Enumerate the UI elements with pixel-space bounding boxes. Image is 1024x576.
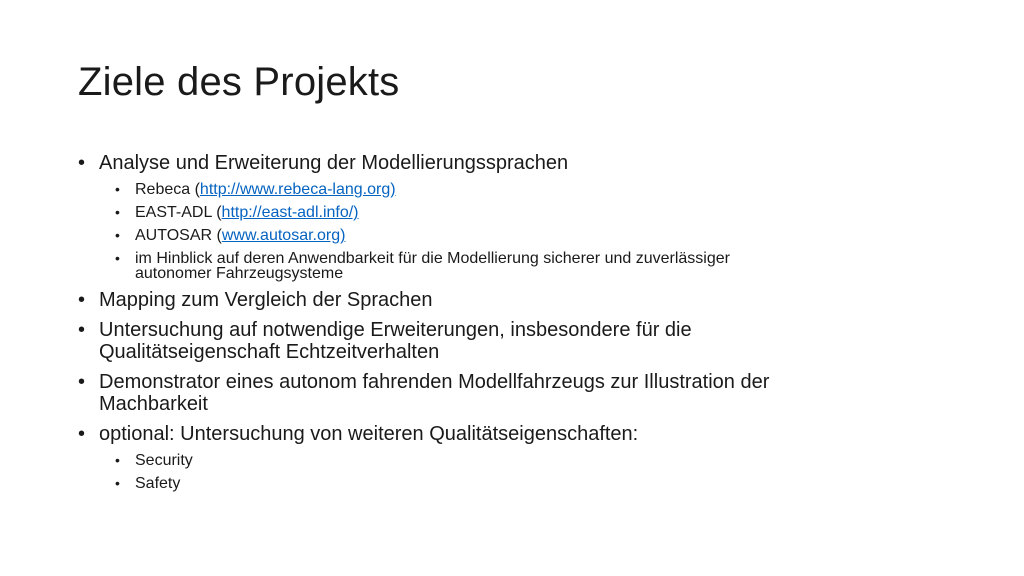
sub-bullet-text-line1: im Hinblick auf deren Anwendbarkeit für die Modellierung sicherer und zuverlässiger <box>135 250 730 267</box>
sub-bullet-rebeca <box>78 182 958 197</box>
sub-bullet-safety <box>78 476 958 491</box>
sub-bullet-east-adl <box>78 205 958 220</box>
sub-bullet-text-line2: autonomer Fahrzeugsysteme <box>135 265 344 282</box>
sub-bullet-text: AUTOSAR ( <box>135 227 222 244</box>
bullet-icon: • <box>115 204 120 220</box>
bullet-text-line1: Demonstrator eines autonom fahrenden Modellfahrzeugs zur Illustration der <box>99 371 770 393</box>
bullet-icon: • <box>78 319 86 341</box>
bullet-icon: • <box>115 250 120 266</box>
sub-bullet-anwendbarkeit <box>78 251 958 281</box>
sub-bullet-text: Security <box>135 452 193 469</box>
sub-bullet-text: Safety <box>135 475 181 492</box>
bullet-icon: • <box>78 152 86 174</box>
sub-bullet-autosar <box>78 228 958 243</box>
sub-bullet-text: Rebeca ( <box>135 181 200 198</box>
bullet-icon: • <box>115 227 120 243</box>
bullet-icon: • <box>78 371 86 393</box>
bullet-icon: • <box>115 475 120 491</box>
sub-bullet-text: EAST-ADL ( <box>135 204 222 221</box>
rebeca-link[interactable]: http://www.rebeca-lang.org) <box>199 181 396 198</box>
bullet-text-line2: Qualitätseigenschaft Echtzeitverhalten <box>99 341 440 363</box>
bullet-text: Analyse und Erweiterung der Modellierungssprachen <box>99 152 569 174</box>
bullet-item-optional <box>78 423 958 445</box>
slide-title: Ziele des Projekts <box>78 60 400 104</box>
bullet-icon: • <box>78 289 86 311</box>
bullet-item-untersuchung <box>78 319 958 363</box>
bullet-text-line1: Untersuchung auf notwendige Erweiterungen, insbesondere für die <box>99 319 692 341</box>
bullet-text: Mapping zum Vergleich der Sprachen <box>99 289 433 311</box>
bullet-item-demonstrator <box>78 371 958 415</box>
east-adl-link[interactable]: http://east-adl.info/) <box>221 204 359 221</box>
bullet-item-analyse <box>78 152 958 174</box>
bullet-list <box>78 152 958 491</box>
bullet-text-line2: Machbarkeit <box>99 393 208 415</box>
bullet-text: optional: Untersuchung von weiteren Qualitätseigenschaften: <box>99 423 639 445</box>
bullet-icon: • <box>115 452 120 468</box>
sub-bullet-security <box>78 453 958 468</box>
autosar-link[interactable]: www.autosar.org) <box>221 227 346 244</box>
bullet-icon: • <box>78 423 86 445</box>
bullet-icon: • <box>115 181 120 197</box>
bullet-item-mapping <box>78 289 958 311</box>
